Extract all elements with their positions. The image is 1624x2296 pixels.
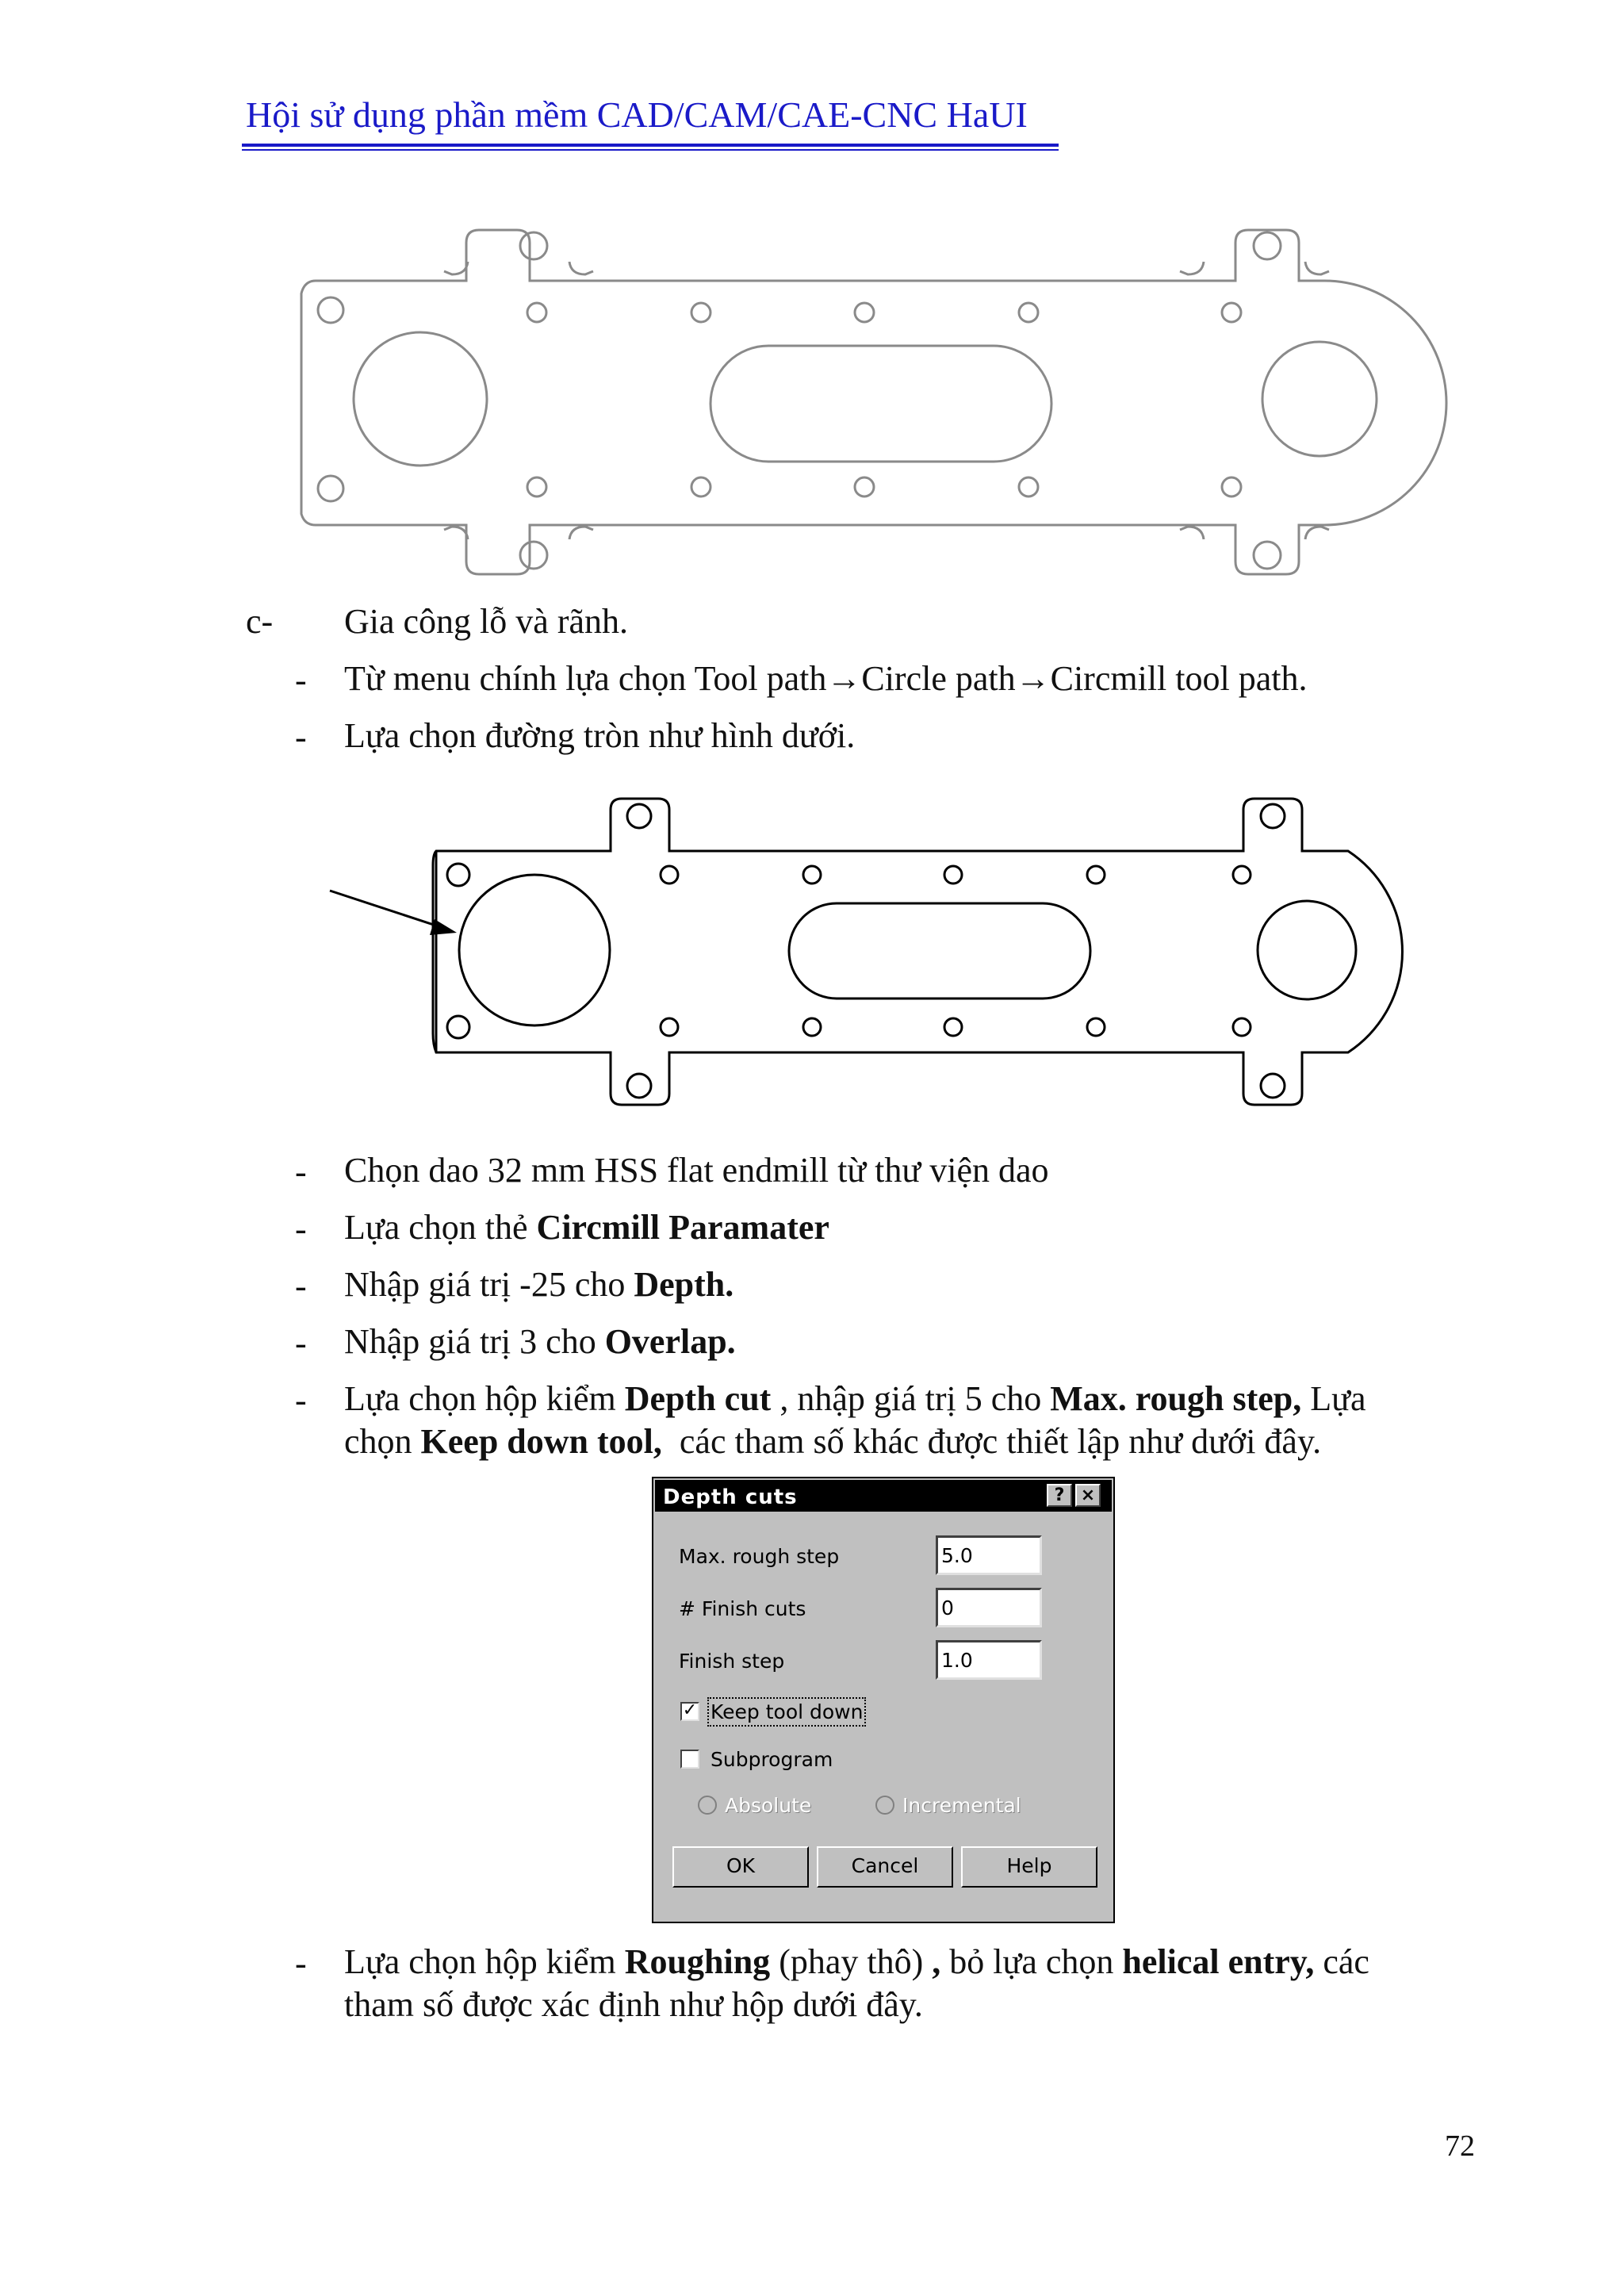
keep-tool-down-checkbox[interactable]: ✓ bbox=[680, 1702, 699, 1721]
incremental-radio bbox=[875, 1796, 894, 1815]
page-number: 72 bbox=[1445, 2129, 1475, 2163]
finish-step-input[interactable] bbox=[936, 1640, 1042, 1680]
bullet-depth: Nhập giá trị -25 cho Depth. bbox=[344, 1265, 734, 1304]
bullet-dash: - bbox=[295, 1381, 307, 1420]
bullet-choose-tool: Chọn dao 32 mm HSS flat endmill từ thư viện dao bbox=[344, 1151, 1049, 1190]
part-drawing-selection bbox=[325, 789, 1475, 1122]
bullet-select-tab: Lựa chọn thẻ Circmill Paramater bbox=[344, 1208, 829, 1247]
bullet-dash: - bbox=[295, 1324, 307, 1363]
finish-cuts-label: # Finish cuts bbox=[679, 1597, 806, 1620]
bullet-depth-cut-line2: chọn Keep down tool, các tham số khác được thiết lập như dưới đây. bbox=[344, 1422, 1322, 1461]
header-rule bbox=[242, 144, 1059, 147]
bullet-dash: - bbox=[295, 1267, 307, 1305]
depth-cuts-dialog bbox=[652, 1477, 1115, 1923]
max-rough-step-input[interactable] bbox=[936, 1535, 1042, 1575]
finish-cuts-input[interactable] bbox=[936, 1588, 1042, 1627]
bullet-select-circle: Lựa chọn đường tròn như hình dưới. bbox=[344, 716, 856, 755]
bullet-dash: - bbox=[295, 661, 307, 700]
header-rule-secondary bbox=[242, 149, 1059, 151]
subprogram-label[interactable]: Subprogram bbox=[710, 1748, 833, 1771]
bullet-dash: - bbox=[295, 718, 307, 757]
part-drawing-top bbox=[293, 222, 1483, 587]
bullet-dash: - bbox=[295, 1209, 307, 1248]
keep-tool-down-label[interactable]: Keep tool down bbox=[710, 1700, 864, 1723]
bullet-roughing: Lựa chọn hộp kiểm Roughing (phay thô) , bỏ lựa chọn helical entry, các bbox=[344, 1942, 1369, 1981]
bullet-dash: - bbox=[295, 1944, 307, 1983]
incremental-label: Incremental bbox=[902, 1794, 1021, 1817]
subprogram-checkbox[interactable] bbox=[680, 1750, 699, 1769]
page-header: Hội sử dụng phần mềm CAD/CAM/CAE-CNC HaUI bbox=[246, 94, 1028, 135]
help-button[interactable]: Help bbox=[961, 1846, 1097, 1888]
bullet-dash: - bbox=[295, 1152, 307, 1191]
max-rough-step-label: Max. rough step bbox=[679, 1545, 840, 1568]
absolute-radio bbox=[698, 1796, 717, 1815]
bullet-depth-cut: Lựa chọn hộp kiểm Depth cut , nhập giá trị 5 cho Max. rough step, Lựa bbox=[344, 1379, 1366, 1418]
cancel-button[interactable]: Cancel bbox=[817, 1846, 953, 1888]
dialog-title-bar[interactable] bbox=[655, 1480, 1112, 1512]
bullet-overlap: Nhập giá trị 3 cho Overlap. bbox=[344, 1322, 736, 1361]
ok-button[interactable]: OK bbox=[672, 1846, 809, 1888]
help-question-button[interactable]: ? bbox=[1047, 1484, 1072, 1507]
section-title: Gia công lỗ và rãnh. bbox=[344, 602, 628, 641]
dialog-title: Depth cuts bbox=[663, 1485, 798, 1509]
section-marker: c- bbox=[246, 602, 274, 641]
absolute-label: Absolute bbox=[725, 1794, 812, 1817]
close-button[interactable]: × bbox=[1075, 1484, 1101, 1507]
bullet-roughing-line2: tham số được xác định như hộp dưới đây. bbox=[344, 1985, 923, 2024]
bullet-menu-path: Từ menu chính lựa chọn Tool path→Circle path→Circmill tool path. bbox=[344, 659, 1308, 698]
finish-step-label: Finish step bbox=[679, 1650, 785, 1673]
